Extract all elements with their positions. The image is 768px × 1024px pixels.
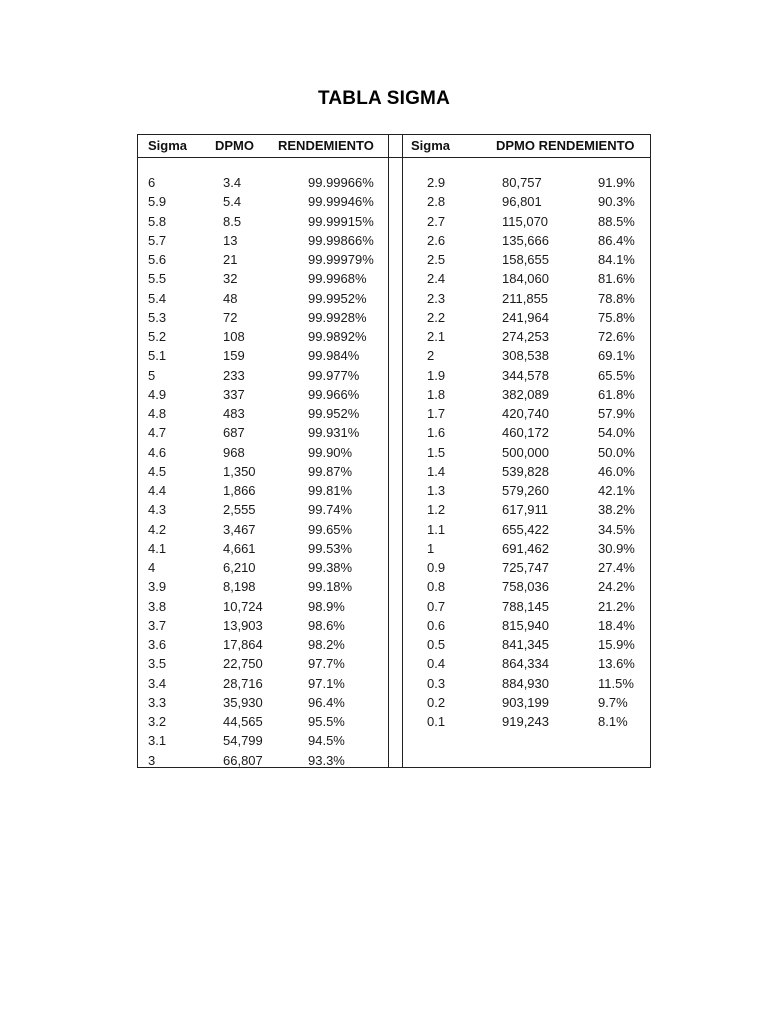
left-sigma-cell: 5.9 bbox=[148, 194, 167, 210]
right-sigma-cell: 0.1 bbox=[427, 714, 446, 729]
left-dpmo-cell: 35,930 bbox=[223, 694, 263, 710]
left-rend-cell: 99.931% bbox=[308, 425, 360, 441]
left-rend-cell: 99.99866% bbox=[308, 232, 374, 248]
left-dpmo-cell: 4,661 bbox=[223, 540, 256, 556]
right-dpmo-cell: 420,740 bbox=[502, 406, 549, 421]
right-dpmo-cell: 274,253 bbox=[502, 329, 549, 344]
left-sigma-cell: 5.8 bbox=[148, 213, 167, 229]
right-row bbox=[138, 714, 650, 733]
right-dpmo-cell: 758,036 bbox=[502, 579, 549, 595]
right-dpmo-cell: 788,145 bbox=[502, 598, 549, 614]
right-dpmo-cell: 344,578 bbox=[502, 367, 549, 383]
right-dpmo-cell: 841,345 bbox=[502, 637, 549, 652]
right-sigma-cell: 0.5 bbox=[427, 637, 446, 652]
right-rend-cell: 11.5% bbox=[598, 675, 634, 691]
left-sigma-cell: 5 bbox=[148, 367, 156, 383]
left-row bbox=[138, 753, 650, 772]
left-sigma-cell: 4.2 bbox=[148, 521, 167, 537]
right-dpmo-cell: 725,747 bbox=[502, 560, 549, 575]
right-row bbox=[138, 271, 650, 290]
right-rend-cell: 72.6% bbox=[598, 329, 635, 344]
right-dpmo-cell: 211,855 bbox=[502, 290, 549, 306]
right-row bbox=[138, 310, 650, 329]
right-row bbox=[138, 560, 650, 579]
left-rend-cell: 99.9968% bbox=[308, 271, 367, 287]
left-rend-cell: 99.977% bbox=[308, 367, 360, 383]
right-dpmo-cell: 815,940 bbox=[502, 617, 549, 633]
right-dpmo-cell: 579,260 bbox=[502, 483, 549, 498]
left-dpmo-cell: 17,864 bbox=[223, 637, 263, 652]
left-dpmo-cell: 1,350 bbox=[223, 463, 256, 479]
sigma-table bbox=[137, 134, 651, 768]
left-rend-cell: 93.3% bbox=[308, 752, 345, 768]
left-sigma-cell: 4.6 bbox=[148, 444, 167, 460]
right-rend-cell: 18.4% bbox=[598, 617, 635, 633]
right-dpmo-cell: 903,199 bbox=[502, 694, 549, 710]
left-dpmo-cell: 2,555 bbox=[223, 502, 256, 518]
right-sigma-cell: 1 bbox=[427, 540, 435, 556]
right-sigma-cell: 0.8 bbox=[427, 579, 446, 595]
right-rend-cell: 69.1% bbox=[598, 348, 635, 364]
left-rend-cell: 97.1% bbox=[308, 675, 345, 691]
right-row bbox=[138, 695, 650, 714]
right-row bbox=[138, 252, 650, 271]
right-sigma-cell: 2.7 bbox=[427, 213, 446, 229]
right-rend-cell: 9.7% bbox=[598, 694, 628, 710]
left-rend-cell: 99.99966% bbox=[308, 175, 374, 190]
right-row bbox=[138, 502, 650, 521]
right-dpmo-cell: 617,911 bbox=[502, 502, 549, 518]
right-rend-cell: 8.1% bbox=[598, 714, 628, 729]
right-dpmo-cell: 500,000 bbox=[502, 444, 549, 460]
right-dpmo-cell: 184,060 bbox=[502, 271, 549, 287]
right-dpmo-cell: 241,964 bbox=[502, 309, 549, 325]
right-rend-cell: 27.4% bbox=[598, 560, 635, 575]
left-sigma-cell: 3.9 bbox=[148, 579, 167, 595]
right-dpmo-cell: 80,757 bbox=[502, 175, 542, 190]
right-sigma-cell: 0.4 bbox=[427, 656, 446, 672]
right-sigma-cell: 1.8 bbox=[427, 386, 446, 402]
right-row bbox=[138, 579, 650, 598]
left-rend-cell: 96.4% bbox=[308, 694, 345, 710]
right-rend-cell: 88.5% bbox=[598, 213, 635, 229]
right-row bbox=[138, 425, 650, 444]
right-dpmo-cell: 308,538 bbox=[502, 348, 549, 364]
right-row bbox=[138, 348, 650, 367]
right-rend-cell: 21.2% bbox=[598, 598, 635, 614]
left-dpmo-cell: 968 bbox=[223, 444, 245, 460]
right-row bbox=[138, 329, 650, 348]
right-row bbox=[138, 233, 650, 252]
left-dpmo-cell: 44,565 bbox=[223, 714, 263, 729]
left-sigma-cell: 4 bbox=[148, 560, 156, 575]
left-sigma-cell: 4.4 bbox=[148, 483, 167, 498]
left-sigma-cell: 5.4 bbox=[148, 290, 167, 306]
right-sigma-cell: 0.9 bbox=[427, 560, 446, 575]
left-header-sigma: Sigma bbox=[148, 138, 188, 153]
left-dpmo-cell: 3,467 bbox=[223, 521, 256, 537]
left-sigma-cell: 5.2 bbox=[148, 329, 167, 344]
left-rend-cell: 99.9952% bbox=[308, 290, 367, 306]
right-row bbox=[138, 194, 650, 213]
left-dpmo-cell: 6,210 bbox=[223, 560, 256, 575]
left-dpmo-cell: 28,716 bbox=[223, 675, 263, 691]
left-rend-cell: 99.984% bbox=[308, 348, 360, 364]
left-dpmo-cell: 13,903 bbox=[223, 617, 263, 633]
right-dpmo-cell: 919,243 bbox=[502, 714, 549, 729]
left-rend-cell: 99.99979% bbox=[308, 252, 374, 267]
right-dpmo-cell: 115,070 bbox=[502, 213, 549, 229]
right-row bbox=[138, 599, 650, 618]
left-dpmo-cell: 108 bbox=[223, 329, 245, 344]
left-dpmo-cell: 72 bbox=[223, 309, 238, 325]
right-row bbox=[138, 406, 650, 425]
left-sigma-cell: 3.2 bbox=[148, 714, 167, 729]
left-sigma-cell: 4.3 bbox=[148, 502, 167, 518]
left-sigma-cell: 3.8 bbox=[148, 598, 167, 614]
left-rend-cell: 99.952% bbox=[308, 406, 360, 421]
right-sigma-cell: 2.6 bbox=[427, 232, 446, 248]
right-row bbox=[138, 291, 650, 310]
right-sigma-cell: 0.7 bbox=[427, 598, 446, 614]
right-sigma-cell: 1.6 bbox=[427, 425, 446, 441]
left-sigma-cell: 5.5 bbox=[148, 271, 167, 287]
right-rend-cell: 86.4% bbox=[598, 232, 635, 248]
left-dpmo-cell: 159 bbox=[223, 348, 245, 364]
left-dpmo-cell: 483 bbox=[223, 406, 245, 421]
left-rend-cell: 99.87% bbox=[308, 463, 353, 479]
right-sigma-cell: 2.8 bbox=[427, 194, 446, 210]
left-sigma-cell: 5.7 bbox=[148, 232, 167, 248]
right-rend-cell: 61.8% bbox=[598, 386, 635, 402]
right-rend-cell: 13.6% bbox=[598, 656, 635, 672]
left-sigma-cell: 3.3 bbox=[148, 694, 167, 710]
left-rend-cell: 99.9928% bbox=[308, 309, 367, 325]
left-dpmo-cell: 13 bbox=[223, 232, 238, 248]
right-row bbox=[138, 618, 650, 637]
left-sigma-cell: 3.4 bbox=[148, 675, 167, 691]
right-sigma-cell: 2.5 bbox=[427, 252, 446, 267]
left-rend-cell: 94.5% bbox=[308, 733, 345, 749]
left-rend-cell: 99.99946% bbox=[308, 194, 374, 210]
right-dpmo-cell: 539,828 bbox=[502, 463, 549, 479]
left-rend-cell: 99.38% bbox=[308, 560, 353, 575]
right-sigma-cell: 0.2 bbox=[427, 694, 446, 710]
left-row bbox=[138, 733, 650, 752]
left-rend-cell: 97.7% bbox=[308, 656, 345, 672]
right-rend-cell: 75.8% bbox=[598, 309, 635, 325]
right-rend-cell: 54.0% bbox=[598, 425, 635, 441]
right-row bbox=[138, 464, 650, 483]
right-sigma-cell: 2.1 bbox=[427, 329, 446, 344]
right-rend-cell: 46.0% bbox=[598, 463, 635, 479]
left-dpmo-cell: 687 bbox=[223, 425, 245, 441]
left-sigma-cell: 5.1 bbox=[148, 348, 167, 364]
left-header-rendimiento: RENDEMIENTO bbox=[278, 138, 374, 153]
left-rend-cell: 99.81% bbox=[308, 483, 353, 498]
right-rend-cell: 90.3% bbox=[598, 194, 635, 210]
left-rend-cell: 99.99915% bbox=[308, 213, 374, 229]
left-sigma-cell: 3.7 bbox=[148, 617, 167, 633]
left-dpmo-cell: 54,799 bbox=[223, 733, 263, 749]
right-rend-cell: 50.0% bbox=[598, 444, 635, 460]
right-rend-cell: 42.1% bbox=[598, 483, 635, 498]
right-sigma-cell: 2.2 bbox=[427, 309, 446, 325]
left-dpmo-cell: 1,866 bbox=[223, 483, 256, 498]
right-dpmo-cell: 655,422 bbox=[502, 521, 549, 537]
right-sigma-cell: 1.3 bbox=[427, 483, 446, 498]
left-dpmo-cell: 10,724 bbox=[223, 598, 263, 614]
left-dpmo-cell: 66,807 bbox=[223, 752, 263, 768]
left-header-dpmo: DPMO bbox=[215, 138, 254, 153]
right-sigma-cell: 2.4 bbox=[427, 271, 446, 287]
right-row bbox=[138, 387, 650, 406]
right-dpmo-cell: 460,172 bbox=[502, 425, 549, 441]
right-dpmo-cell: 691,462 bbox=[502, 540, 549, 556]
left-rend-cell: 99.74% bbox=[308, 502, 353, 518]
right-dpmo-cell: 158,655 bbox=[502, 252, 549, 267]
left-dpmo-cell: 5.4 bbox=[223, 194, 242, 210]
left-dpmo-cell: 8,198 bbox=[223, 579, 256, 595]
header-rule bbox=[138, 157, 650, 158]
left-dpmo-cell: 48 bbox=[223, 290, 238, 306]
left-rend-cell: 99.90% bbox=[308, 444, 353, 460]
right-rend-cell: 24.2% bbox=[598, 579, 635, 595]
page-title: TABLA SIGMA bbox=[317, 88, 451, 109]
right-header-sigma: Sigma bbox=[411, 138, 451, 153]
right-row bbox=[138, 637, 650, 656]
right-dpmo-cell: 884,930 bbox=[502, 675, 549, 691]
right-rend-cell: 81.6% bbox=[598, 271, 635, 287]
right-rend-cell: 57.9% bbox=[598, 406, 635, 421]
right-sigma-cell: 1.1 bbox=[427, 521, 446, 537]
right-row bbox=[138, 445, 650, 464]
left-sigma-cell: 4.1 bbox=[148, 540, 167, 556]
right-row bbox=[138, 368, 650, 387]
right-rend-cell: 15.9% bbox=[598, 637, 635, 652]
right-sigma-cell: 1.5 bbox=[427, 444, 446, 460]
left-sigma-cell: 3.6 bbox=[148, 637, 167, 652]
right-rend-cell: 91.9% bbox=[598, 175, 635, 190]
left-sigma-cell: 5.3 bbox=[148, 309, 167, 325]
right-header-dpmo-rendimiento: DPMO RENDEMIENTO bbox=[496, 138, 635, 153]
left-rend-cell: 98.9% bbox=[308, 598, 345, 614]
right-rend-cell: 30.9% bbox=[598, 540, 635, 556]
left-sigma-cell: 3.5 bbox=[148, 656, 167, 672]
right-sigma-cell: 2 bbox=[427, 348, 435, 364]
right-sigma-cell: 2.9 bbox=[427, 175, 446, 190]
right-row bbox=[138, 656, 650, 675]
left-sigma-cell: 4.8 bbox=[148, 406, 167, 421]
right-sigma-cell: 1.2 bbox=[427, 502, 446, 518]
left-dpmo-cell: 21 bbox=[223, 252, 238, 267]
left-rend-cell: 99.966% bbox=[308, 386, 360, 402]
right-rend-cell: 78.8% bbox=[598, 290, 635, 306]
left-dpmo-cell: 3.4 bbox=[223, 175, 242, 190]
right-row bbox=[138, 175, 650, 194]
right-sigma-cell: 0.3 bbox=[427, 675, 446, 691]
right-dpmo-cell: 135,666 bbox=[502, 232, 549, 248]
left-sigma-cell: 3.1 bbox=[148, 733, 167, 749]
right-rend-cell: 34.5% bbox=[598, 521, 635, 537]
left-rend-cell: 98.2% bbox=[308, 637, 345, 652]
left-rend-cell: 99.53% bbox=[308, 540, 353, 556]
right-row bbox=[138, 541, 650, 560]
right-row bbox=[138, 522, 650, 541]
right-sigma-cell: 1.4 bbox=[427, 463, 446, 479]
left-rend-cell: 98.6% bbox=[308, 617, 345, 633]
right-sigma-cell: 1.9 bbox=[427, 367, 446, 383]
left-sigma-cell: 5.6 bbox=[148, 252, 167, 267]
left-dpmo-cell: 8.5 bbox=[223, 213, 242, 229]
left-dpmo-cell: 32 bbox=[223, 271, 238, 287]
left-dpmo-cell: 233 bbox=[223, 367, 245, 383]
right-rend-cell: 84.1% bbox=[598, 252, 635, 267]
right-dpmo-cell: 864,334 bbox=[502, 656, 549, 672]
left-sigma-cell: 4.9 bbox=[148, 386, 167, 402]
left-dpmo-cell: 22,750 bbox=[223, 656, 263, 672]
left-rend-cell: 99.65% bbox=[308, 521, 353, 537]
left-sigma-cell: 4.5 bbox=[148, 463, 167, 479]
left-rend-cell: 99.9892% bbox=[308, 329, 367, 344]
right-rend-cell: 38.2% bbox=[598, 502, 635, 518]
right-sigma-cell: 0.6 bbox=[427, 617, 446, 633]
right-rend-cell: 65.5% bbox=[598, 367, 635, 383]
right-dpmo-cell: 382,089 bbox=[502, 386, 549, 402]
right-row bbox=[138, 483, 650, 502]
right-row bbox=[138, 214, 650, 233]
left-rend-cell: 99.18% bbox=[308, 579, 353, 595]
right-dpmo-cell: 96,801 bbox=[502, 194, 542, 210]
left-sigma-cell: 3 bbox=[148, 752, 156, 768]
left-sigma-cell: 6 bbox=[148, 175, 156, 190]
right-sigma-cell: 1.7 bbox=[427, 406, 446, 421]
left-dpmo-cell: 337 bbox=[223, 386, 245, 402]
right-sigma-cell: 2.3 bbox=[427, 290, 446, 306]
left-rend-cell: 95.5% bbox=[308, 714, 345, 729]
right-row bbox=[138, 676, 650, 695]
left-sigma-cell: 4.7 bbox=[148, 425, 167, 441]
